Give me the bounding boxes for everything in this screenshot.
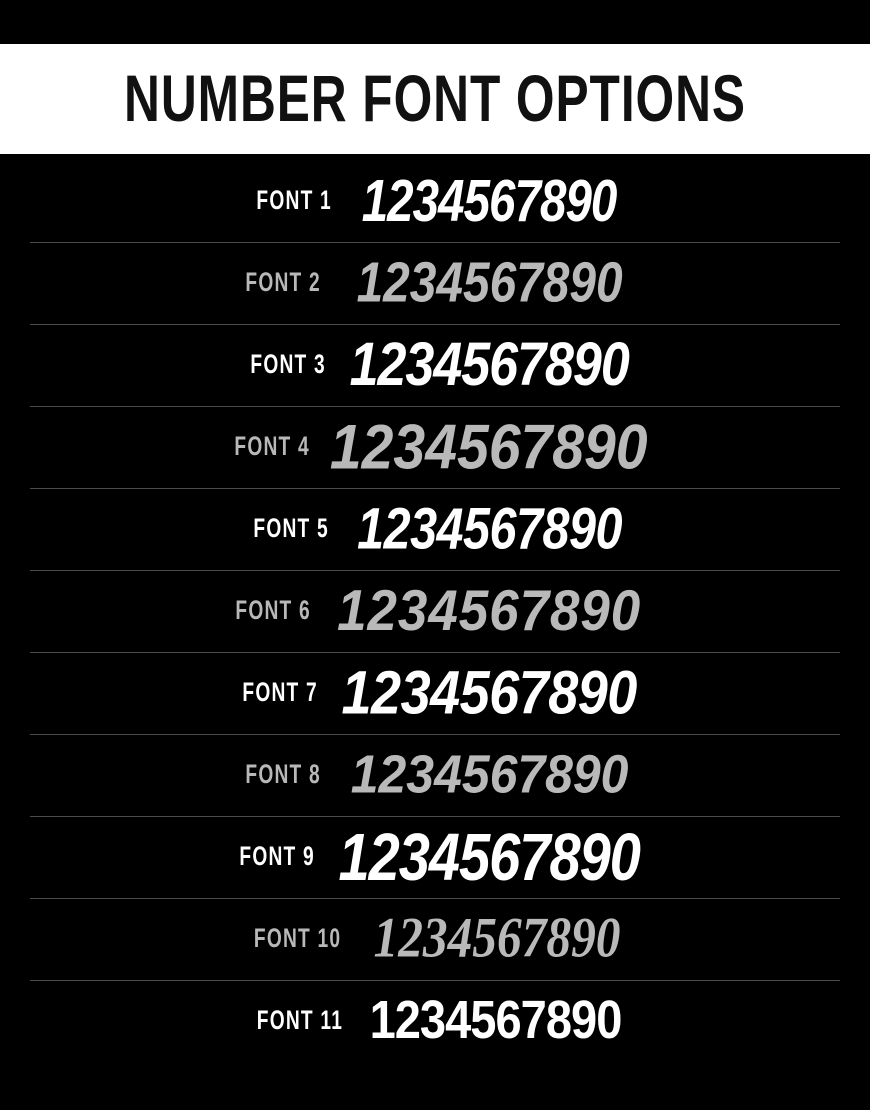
- font-option-sample: 1234567890: [341, 658, 637, 728]
- font-option-row[interactable]: [0, 898, 870, 980]
- font-option-row[interactable]: [0, 570, 870, 652]
- font-option-label: FONT 8: [245, 759, 322, 790]
- font-option-sample: 1234567890: [373, 907, 621, 970]
- font-option-sample: 1234567890: [370, 990, 622, 1051]
- font-option-row[interactable]: [0, 160, 870, 242]
- font-option-row[interactable]: [0, 242, 870, 324]
- font-option-sample: 1234567890: [337, 579, 642, 643]
- page-title: NUMBER FONT OPTIONS: [124, 62, 746, 136]
- font-option-label: FONT 3: [250, 349, 327, 380]
- font-option-label: FONT 6: [235, 595, 311, 626]
- font-option-sample: 1234567890: [330, 411, 649, 482]
- font-option-sample: 1234567890: [350, 744, 628, 806]
- font-option-row[interactable]: [0, 488, 870, 570]
- font-option-label: FONT 10: [254, 923, 342, 954]
- font-option-sample: 1234567890: [338, 818, 640, 895]
- font-option-row[interactable]: [0, 816, 870, 898]
- top-spacer: [0, 0, 870, 44]
- font-option-label: FONT 1: [256, 185, 332, 216]
- font-option-row[interactable]: [0, 980, 870, 1062]
- font-option-row[interactable]: [0, 324, 870, 406]
- font-option-sample: 1234567890: [361, 167, 617, 235]
- font-option-sample: 1234567890: [356, 496, 622, 562]
- bottom-spacer: [0, 1062, 870, 1098]
- font-option-row[interactable]: [0, 406, 870, 488]
- font-option-label: FONT 11: [256, 1005, 343, 1036]
- font-options-list: [0, 154, 870, 1062]
- font-option-row[interactable]: [0, 734, 870, 816]
- font-option-sample: 1234567890: [349, 330, 629, 400]
- font-option-label: FONT 2: [245, 267, 322, 298]
- font-option-sample: 1234567890: [356, 251, 623, 315]
- font-option-row[interactable]: [0, 652, 870, 734]
- font-option-label: FONT 4: [234, 431, 311, 462]
- font-option-label: FONT 7: [242, 677, 319, 708]
- font-option-label: FONT 9: [239, 841, 316, 872]
- font-option-label: FONT 5: [253, 513, 330, 544]
- title-bar: [0, 44, 870, 154]
